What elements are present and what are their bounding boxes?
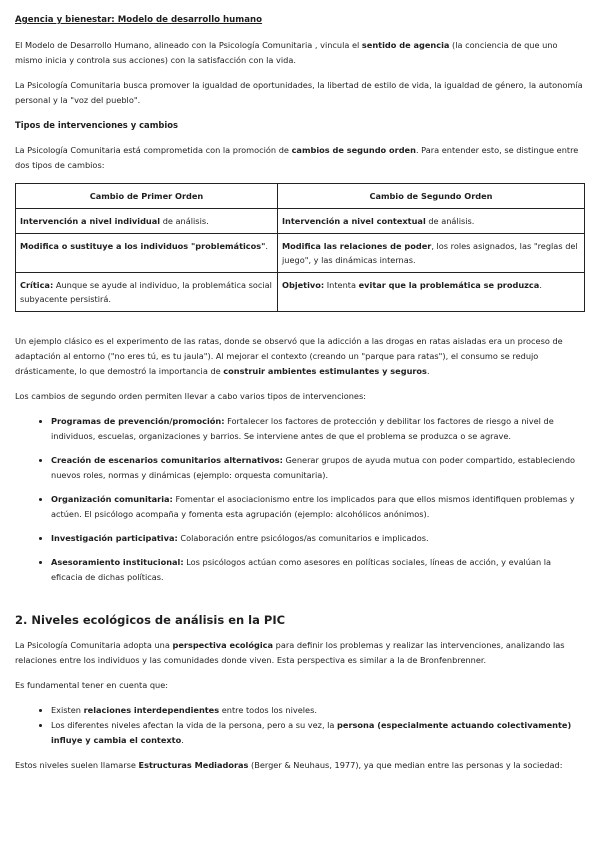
list-item: • Existen relaciones interdependientes entre todos los niveles. (51, 703, 585, 718)
table-cell: Modifica o sustituye a los individuos "problemáticos". (16, 234, 278, 273)
list-item: • Los diferentes niveles afectan la vida de la persona, pero a su vez, la persona (especialmente actuando colectivamente) influye y cambia el contexto. (51, 718, 585, 748)
list-item: • Programas de prevención/promoción: Fortalecer los factores de protección y debilitar los factores de riesgo a nivel de individuos, escuelas, organizaciones y barrios. Se interviene antes de que el problema se produzca o se agrave. (51, 414, 585, 444)
table-cell: Intervención a nivel individual de análisis. (16, 209, 278, 234)
table-row (16, 273, 585, 312)
section-heading-ecological-levels: 2. Niveles ecológicos de análisis en la PIC (15, 613, 286, 627)
paragraph-mediating-structures: Estos niveles suelen llamarse Estructuras Mediadoras (Berger & Neuhaus, 1977), ya que median entre las personas y la sociedad: (15, 760, 563, 770)
table-cell: Objetivo: Intenta evitar que la problemática se produzca. (278, 273, 585, 312)
section-title: Agencia y bienestar: Modelo de desarrollo humano (15, 15, 263, 25)
table-row (16, 234, 585, 273)
list-item: • Investigación participativa: Colaboración entre psicólogos/as comunitarios e implicados. (51, 531, 585, 546)
paragraph-intervention-intro: Los cambios de segundo orden permiten llevar a cabo varios tipos de intervenciones: (15, 391, 366, 401)
document-page (15, 11, 585, 773)
paragraph-ecological-perspective: La Psicología Comunitaria adopta una perspectiva ecológica para definir los problemas y realizar las intervenciones, analizando las relaciones entre los individuos y las comunidades donde viven. Esta perspectiva es similar a la de Bronfenbrenner. (15, 640, 565, 665)
header-second-order: Cambio de Segundo Orden (278, 184, 585, 209)
list-item: • Asesoramiento institucional: Los psicólogos actúan como asesores en políticas sociales, líneas de acción, y evalúan la eficacia de dichas políticas. (51, 555, 585, 585)
subheading-interventions: Tipos de intervenciones y cambios (15, 120, 179, 130)
table-cell: Intervención a nivel contextual de análisis. (278, 209, 585, 234)
paragraph-agency: El Modelo de Desarrollo Humano, alineado con la Psicología Comunitaria , vincula el sentido de agencia (la conciencia de que uno mismo inicia y controla sus acciones) con la satisfacción con la vida. (15, 40, 558, 65)
table-cell: Crítica: Aunque se ayude al individuo, la problemática social subyacente persistirá. (16, 273, 278, 312)
paragraph-rat-experiment: Un ejemplo clásico es el experimento de las ratas, donde se observó que la adicción a las drogas en ratas aisladas era un proceso de adaptación al entorno ("no eres tú, es tu jaula"). Al mejorar el contexto (creando un "parque para ratas"), el consumo se redujo drásticamente, lo que demostró la importancia de construir ambientes estimulantes y seguros. (15, 336, 563, 376)
paragraph-fundamental: Es fundamental tener en cuenta que: (15, 680, 169, 690)
table-cell: Modifica las relaciones de poder, los roles asignados, las "reglas del juego", y las dinámicas internas. (278, 234, 585, 273)
header-first-order: Cambio de Primer Orden (16, 184, 278, 209)
change-comparison-table (15, 183, 585, 312)
paragraph-goals: La Psicología Comunitaria busca promover la igualdad de oportunidades, la libertad de estilo de vida, la igualdad de género, la autonomía personal y la "voz del pueblo". (15, 80, 583, 105)
table-row (16, 209, 585, 234)
interventions-list (15, 414, 585, 585)
list-item: • Creación de escenarios comunitarios alternativos: Generar grupos de ayuda mutua con poder compartido, estableciendo nuevos roles, normas y dinámicas (ejemplo: orquesta comunitaria). (51, 453, 585, 483)
list-item: • Organización comunitaria: Fomentar el asociacionismo entre los implicados para que ellos mismos identifiquen problemas y actúen. El psicólogo acompaña y fomenta esta agrupación (ejemplo: alcohólicos anónimos). (51, 492, 585, 522)
table-header-row (16, 184, 585, 209)
paragraph-change-orders: La Psicología Comunitaria está comprometida con la promoción de cambios de segundo orden. Para entender esto, se distingue entre dos tipos de cambios: (15, 145, 579, 170)
facts-list (15, 703, 585, 748)
